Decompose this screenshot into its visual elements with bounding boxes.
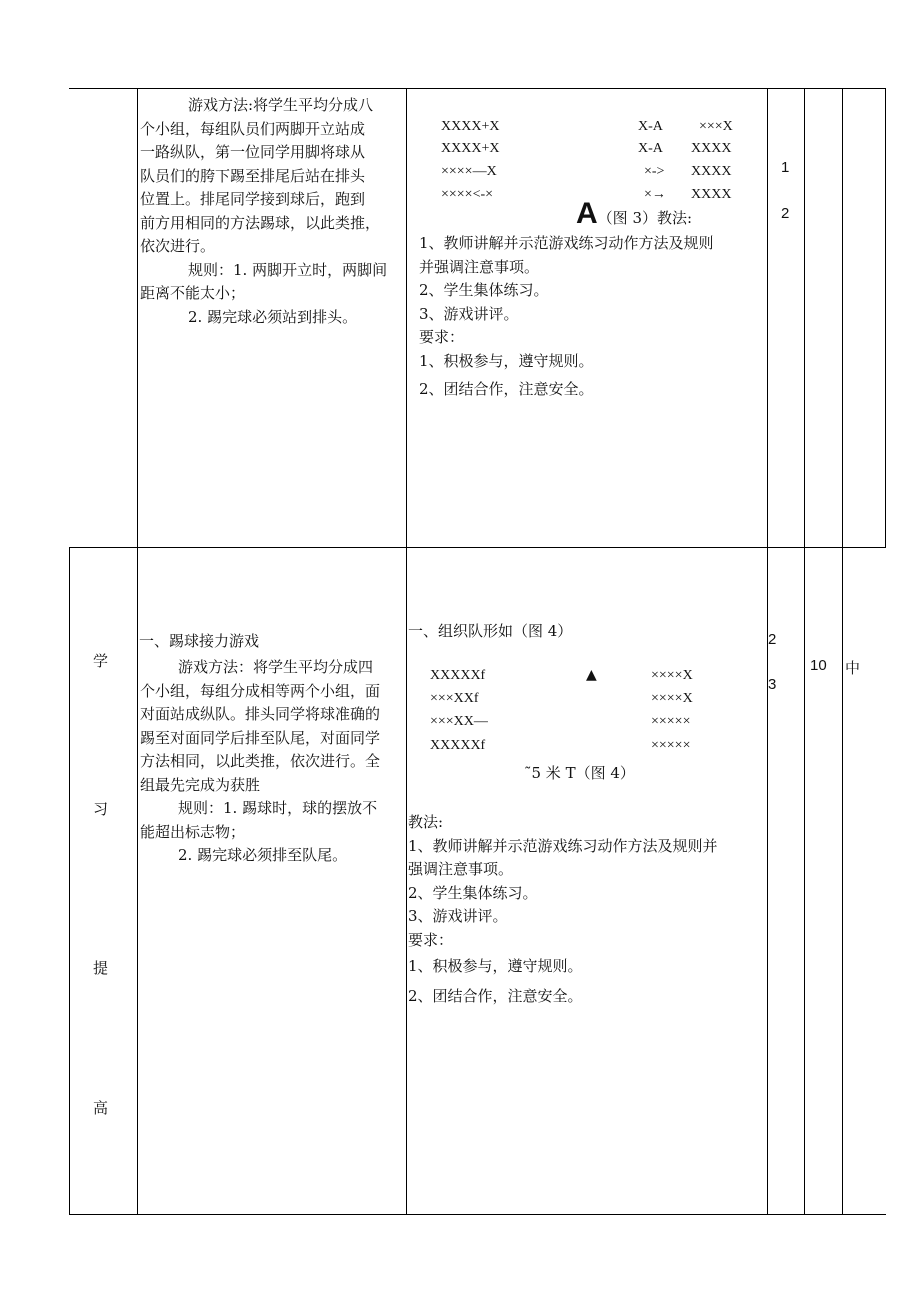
section2-title: 一、踢球接力游戏 xyxy=(139,632,260,650)
text-line: 依次进行。 xyxy=(140,237,216,255)
text-line: 强调注意事项。 xyxy=(408,860,514,878)
row-divider xyxy=(69,547,886,548)
text-line: 游戏方法：将学生平均分成四 xyxy=(178,658,374,676)
vertical-label-char: 学 xyxy=(93,652,109,670)
diagram-row: XXXX+X xyxy=(441,141,500,156)
figure-caption: （图 3）教法: xyxy=(597,209,693,227)
diagram-row: ××××× xyxy=(651,714,691,729)
diagram-row: XXXX xyxy=(691,141,732,156)
text-line: 规则：1. 踢球时，球的摆放不 xyxy=(178,799,378,817)
section2-col4-value: 3 xyxy=(768,676,777,693)
vertical-label-char: 高 xyxy=(93,1099,109,1117)
diagram-row: ××××<-× xyxy=(441,187,494,202)
col-line-7 xyxy=(885,88,886,548)
col-line-6 xyxy=(842,88,843,1215)
diagram-row: XXXX xyxy=(691,187,732,202)
text-line: 3、游戏讲评。 xyxy=(408,907,508,925)
text-line: 2、团结合作，注意安全。 xyxy=(408,986,583,1005)
section1-col4-value: 1 xyxy=(781,159,790,176)
diagram-row: ×××XXf xyxy=(430,691,479,706)
diagram-row: X-A xyxy=(638,141,663,156)
text-line: 2、学生集体练习。 xyxy=(419,281,549,299)
col-line-4 xyxy=(767,88,768,1215)
diagram-row: ××××× xyxy=(651,738,691,753)
diagram-row: ×××XX— xyxy=(430,714,488,729)
section1-game-description xyxy=(140,94,406,329)
text-line: 踢至对面同学后排至队尾，对面同学 xyxy=(140,728,381,747)
section2-teaching-method xyxy=(408,811,718,1008)
text-line: 个小组，每组分成相等两个小组，面 xyxy=(140,681,381,700)
diagram-row: XXXX xyxy=(691,164,732,179)
section2-col4-value: 2 xyxy=(768,631,777,648)
text-line: 组最先完成为获胜 xyxy=(140,775,261,794)
diagram-row: ×→ xyxy=(644,187,666,202)
col-line-2 xyxy=(137,88,138,1215)
col-line-3 xyxy=(406,88,407,1215)
text-line: 规则：1. 两脚开立时，两脚间 xyxy=(188,260,388,279)
text-line: 队员们的胯下踢至排尾后站在排头 xyxy=(140,166,366,185)
text-line: 1、积极参与，遵守规则。 xyxy=(408,957,583,975)
text-line: 一路纵队，第一位同学用脚将球从 xyxy=(140,143,366,161)
text-line: 个小组，每组队员们两脚开立站成 xyxy=(140,119,366,138)
text-line: 位置上。排尾同学接到球后，跑到 xyxy=(140,190,366,208)
triangle-marker-icon: ▲ xyxy=(586,667,597,683)
section1-teaching-method xyxy=(419,232,714,402)
diagram-row: ××××X xyxy=(651,691,693,706)
col-line-1 xyxy=(69,547,70,1215)
text-line: 2. 踢完球必须排至队尾。 xyxy=(178,846,348,864)
text-line: 能超出标志物； xyxy=(140,822,246,841)
diagram-row: XXXXXf xyxy=(430,738,486,753)
vertical-label-char: 习 xyxy=(93,800,109,818)
figure-caption: ˜5 米 T（图 4） xyxy=(524,764,635,782)
text-line: 1、教师讲解并示范游戏练习动作方法及规则 xyxy=(419,234,714,252)
section2-col5-value: 10 xyxy=(810,657,827,674)
section1-col4-value: 2 xyxy=(781,205,790,222)
text-line: 2、团结合作，注意安全。 xyxy=(419,380,594,398)
vertical-label-char: 提 xyxy=(93,959,109,977)
diagram-row: ××××—X xyxy=(441,164,497,179)
section2-col6-value: 中 xyxy=(845,659,861,677)
diagram-row: ×-> xyxy=(644,164,665,179)
text-line: 2. 踢完球必须站到排头。 xyxy=(188,307,358,326)
table-border-top xyxy=(69,88,886,89)
section2-org-title: 一、组织队形如（图 4） xyxy=(408,622,573,640)
diagram-row: XXXX+X xyxy=(441,119,500,134)
text-line: 距离不能太小； xyxy=(140,284,246,302)
text-line: 1、教师讲解并示范游戏练习动作方法及规则并 xyxy=(408,836,718,855)
text-line: 要求： xyxy=(419,328,465,346)
diagram-row: XXXXXf xyxy=(430,668,486,683)
diagram-row: ××××X xyxy=(651,668,693,683)
col-line-5 xyxy=(804,88,805,1215)
text-line: 3、游戏讲评。 xyxy=(419,304,519,323)
section2-game-description xyxy=(140,656,406,868)
text-line: 前方用相同的方法踢球，以此类推， xyxy=(140,213,381,232)
diagram-caption xyxy=(576,199,692,233)
text-line: 2、学生集体练习。 xyxy=(408,883,538,902)
text-line: 游戏方法:将学生平均分成八 xyxy=(188,96,374,114)
diagram-row: X-A xyxy=(638,119,663,134)
text-line: 要求： xyxy=(408,930,454,949)
text-line: 对面站成纵队。排头同学将球准确的 xyxy=(140,705,381,723)
table-border-bottom xyxy=(69,1214,886,1215)
diagram-row: ×××X xyxy=(699,119,733,134)
text-line: 并强调注意事项。 xyxy=(419,257,540,276)
text-line: 方法相同，以此类推，依次进行。全 xyxy=(140,752,381,770)
text-line: 教法: xyxy=(408,813,444,831)
teacher-marker-icon: A xyxy=(576,197,598,230)
text-line: 1、积极参与，遵守规则。 xyxy=(419,351,594,370)
